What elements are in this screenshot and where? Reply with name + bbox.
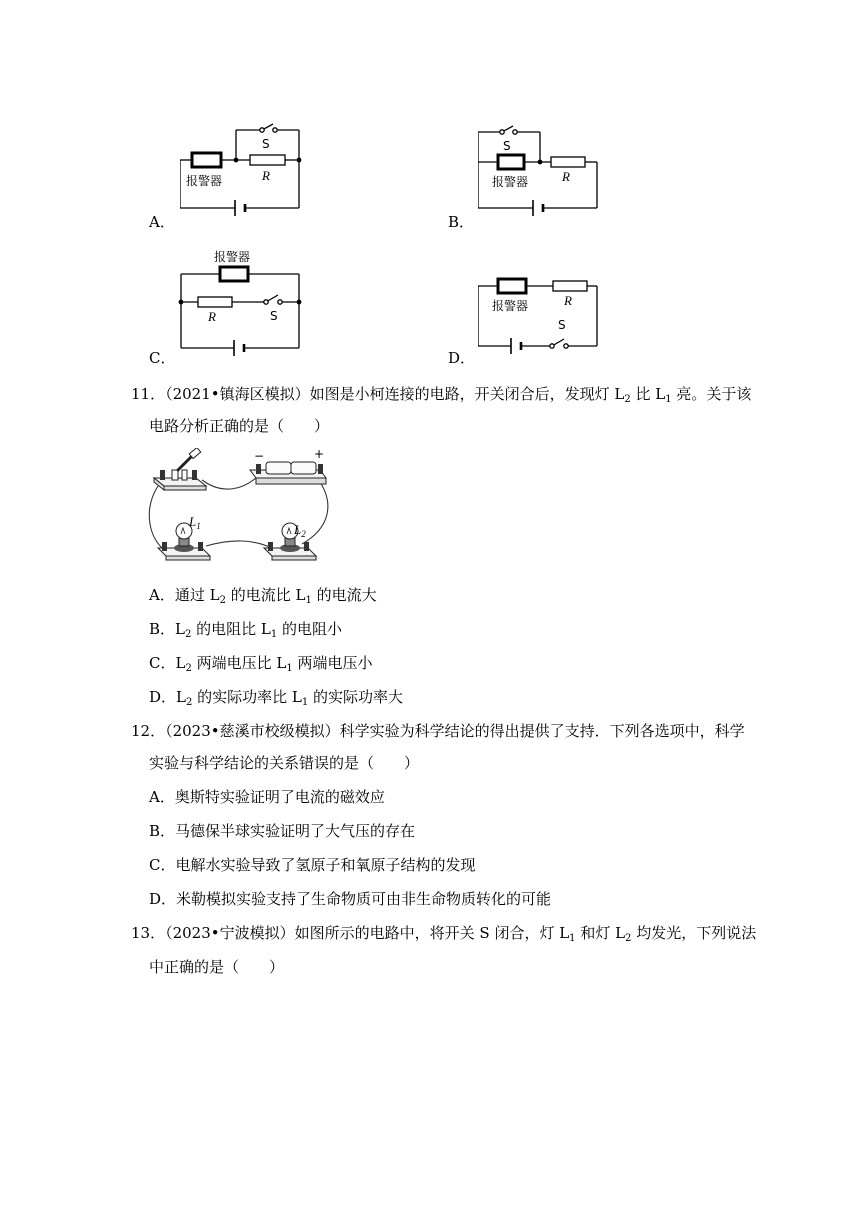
q11-option-a: A．通过 $L_2$ 的电流比 $L_1$ 的电流大 [149,586,377,606]
alarm-label-a: 报警器 [186,174,223,188]
q12-source: （2023•慈溪市校级模拟） [165,722,340,740]
switch-label-c: S [270,309,278,323]
q12-option-b: B．马德保半球实验证明了大气压的存在 [149,822,416,840]
q13-stem-line2: 中正确的是（ ） [149,958,285,976]
battery-plus-label: + [314,448,325,461]
alarm-label-c: 报警器 [214,250,251,264]
lamp-1-label: $L_1$ [189,514,201,531]
resistor-label-a: R [262,168,270,183]
resistor-label-c: R [208,309,216,324]
q13-source: （2023•宁波模拟） [165,924,295,942]
circuit-diagram-b [478,118,603,218]
q12-number: 12． [131,722,166,740]
battery-holder [250,462,326,484]
knife-switch [154,448,206,490]
q12-stem-line1: 12．（2023•慈溪市校级模拟）科学实验为科学结论的得出提供了支持．下列各选项中，科学 [131,722,745,740]
resistor-label-b: R [562,169,570,184]
q12-stem-line2: 实验与科学结论的关系错误的是（ ） [149,754,420,772]
lamp-1 [158,523,210,560]
q11-stem-line2: 电路分析正确的是（ ） [149,417,330,435]
q11-number: 11． [131,385,166,403]
q11-source: （2021•镇海区模拟） [165,385,310,403]
lamp-2-label: $L_2$ [294,522,306,539]
option-letter-d: D． [448,349,476,367]
option-letter-a: A． [149,213,175,231]
alarm-label-b: 报警器 [492,175,529,189]
q11-option-b: B．$L_2$ 的电阻比 $L_1$ 的电阻小 [149,620,343,640]
resistor-label-d: R [564,293,572,308]
physical-circuit-figure [144,448,336,566]
switch-label-a: S [262,137,270,151]
alarm-label-d: 报警器 [492,299,529,313]
circuit-diagram-d [478,276,603,362]
q12-option-d: D．米勒模拟实验支持了生命物质可由非生命物质转化的可能 [149,890,552,908]
option-letter-c: C． [149,349,176,367]
q12-option-a: A．奥斯特实验证明了电流的磁效应 [149,788,385,806]
q12-option-c: C．电解水实验导致了氢原子和氧原子结构的发现 [149,856,476,874]
switch-label-b: S [503,139,511,153]
battery-minus-label: − [254,449,265,463]
q13-number: 13． [131,924,166,942]
switch-label-d: S [558,318,566,332]
q13-stem-line1: 13．（2023•宁波模拟）如图所示的电路中，将开关 S 闭合，灯 $L_1$ 和灯 $L_2$ 均发光，下列说法 [131,924,757,944]
lamp-2 [264,523,316,560]
circuit-diagram-c [178,248,303,358]
circuit-diagram-a [180,122,305,218]
q11-option-c: C．$L_2$ 两端电压比 $L_1$ 两端电压小 [149,654,373,674]
q11-option-d: D．$L_2$ 的实际功率比 $L_1$ 的实际功率大 [149,688,404,708]
option-letter-b: B． [448,213,475,231]
q11-stem-line1: 11．（2021•镇海区模拟）如图是小柯连接的电路，开关闭合后，发现灯 $L_2$ 比 $L_1$ 亮。关于该 [131,385,752,405]
